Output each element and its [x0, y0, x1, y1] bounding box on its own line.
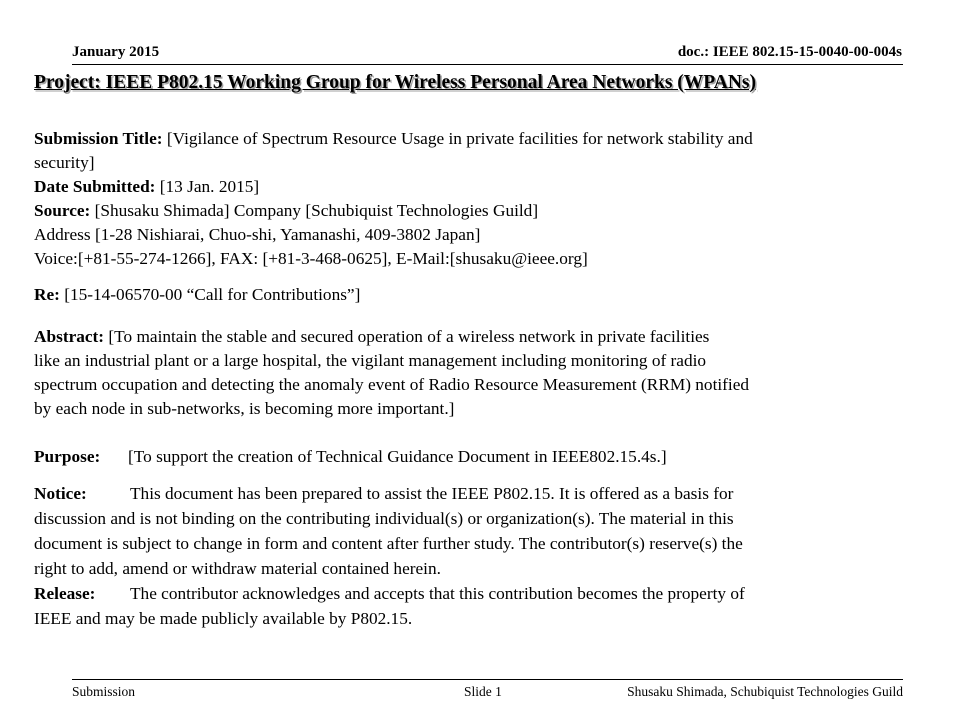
source-label: Source: — [34, 201, 91, 220]
release-line2: IEEE and may be made publicly available by P802.15. — [34, 609, 413, 628]
purpose — [34, 445, 926, 469]
footer-slide-number: Slide 1 — [464, 684, 502, 699]
contact-info: Voice:[+81-55-274-1266], FAX: [+81-3-468-0625], E-Mail:[shusaku@ieee.org] — [34, 249, 588, 268]
footer-submission: Submission — [72, 684, 136, 699]
footer-author: Shusaku Shimada, Schubiquist Technologies Guild — [627, 684, 903, 699]
re-line — [34, 283, 926, 307]
notice-line1 — [34, 482, 926, 506]
abstract-line2: like an industrial plant or a large hospital, the vigilant management including monitoring of radio — [34, 351, 707, 370]
submission-title-line1 — [34, 127, 926, 151]
submission-title-value: [Vigilance of Spectrum Resource Usage in private facilities for network stability and — [166, 129, 753, 148]
footer-divider — [72, 679, 903, 680]
abstract-label: Abstract: — [34, 327, 105, 346]
purpose-label: Purpose: — [34, 447, 101, 466]
re-value: [15-14-06570-00 “Call for Contributions”] — [64, 285, 361, 304]
release-line1 — [34, 582, 926, 606]
abstract-line3: spectrum occupation and detecting the anomaly event of Radio Resource Measurement (RRM) notified — [34, 375, 750, 394]
purpose-value: [To support the creation of Technical Guidance Document in IEEE802.15.4s.] — [128, 447, 667, 466]
release-label: Release: — [34, 584, 96, 603]
header-date: January 2015 — [72, 44, 160, 60]
submission-title-label: Submission Title: — [34, 129, 163, 148]
header-doc-id: doc.: IEEE 802.15-15-0040-00-004s — [677, 44, 902, 60]
notice-text-1: This document has been prepared to assist the IEEE P802.15. It is offered as a basis for — [130, 484, 734, 503]
abstract-line4: by each node in sub-networks, is becoming more important.] — [34, 399, 455, 418]
source — [34, 199, 926, 223]
date-submitted-label: Date Submitted: — [34, 177, 156, 196]
project-title: Project: IEEE P802.15 Working Group for Wireless Personal Area Networks (WPANs) — [34, 72, 757, 93]
notice-label: Notice: — [34, 484, 87, 503]
abstract-text-1: [To maintain the stable and secured operation of a wireless network in private facilities — [108, 327, 710, 346]
date-submitted-value: [13 Jan. 2015] — [159, 177, 260, 196]
notice-line2: discussion and is not binding on the contributing individual(s) or organization(s). The material in this — [34, 509, 734, 528]
source-value: [Shusaku Shimada] Company [Schubiquist Technologies Guild] — [94, 201, 539, 220]
re-label: Re: — [34, 285, 60, 304]
release-text-1: The contributor acknowledges and accepts that this contribution becomes the property of — [130, 584, 745, 603]
notice-line4: right to add, amend or withdraw material contained herein. — [34, 559, 441, 578]
address: Address [1-28 Nishiarai, Chuo-shi, Yamanashi, 409-3802 Japan] — [34, 225, 481, 244]
date-submitted — [34, 175, 926, 199]
submission-title-line2: security] — [34, 153, 95, 172]
notice-line3: document is subject to change in form and content after further study. The contributor(s) reserve(s) the — [34, 534, 743, 553]
abstract-line1 — [34, 325, 926, 349]
header-divider — [72, 64, 903, 65]
